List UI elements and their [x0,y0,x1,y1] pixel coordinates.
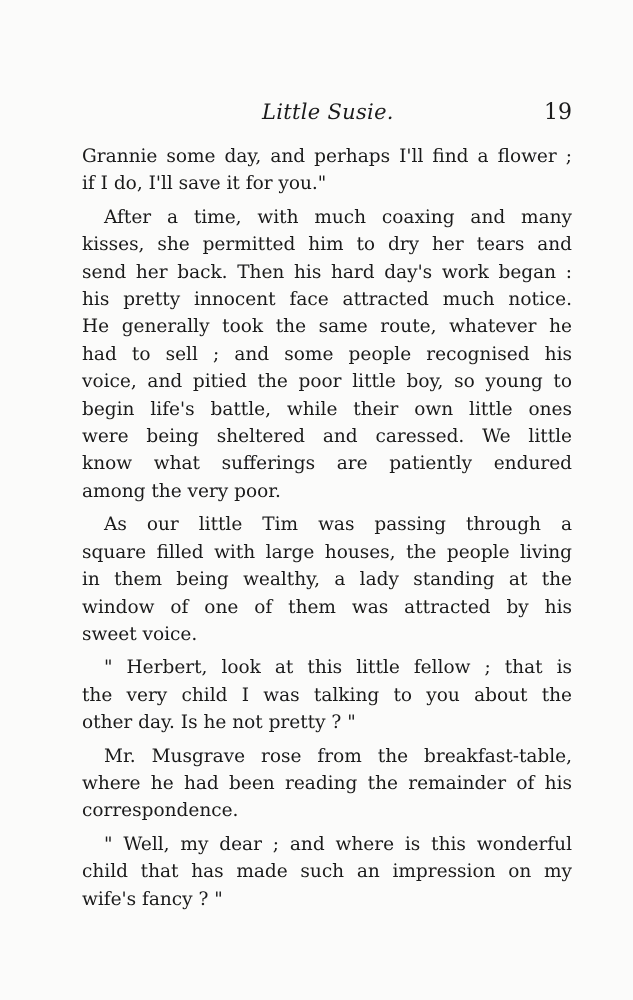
text-line: begin life's battle, while their own little ones [82,398,572,420]
paragraph [82,654,572,736]
text-line: Mr. Musgrave rose from the breakfast-table, [104,745,572,767]
paragraph [82,743,572,825]
paragraph [82,831,572,913]
paragraph [82,204,572,505]
text-line: square filled with large houses, the people living [82,541,572,563]
text-line: sweet voice. [82,623,198,645]
text-line: Grannie some day, and perhaps I'll find a flower ; [82,146,572,167]
text-line: After a time, with much coaxing and many [104,206,572,228]
text-line: where he had been reading the remainder of his [82,772,572,794]
text-line: were being sheltered and caressed. We little [82,426,572,448]
text-line: child that has made such an impression on my [82,861,572,883]
text-line: voice, and pitied the poor little boy, so young to [82,371,572,393]
text-line: window of one of them was attracted by his [82,596,572,618]
text-line: the very child I was talking to you about the [82,684,572,706]
running-title: Little Susie. [262,100,394,124]
text-line: As our little Tim was passing through a [104,514,572,536]
text-line: send her back. Then his hard day's work began : [82,261,572,283]
page-header [82,100,572,136]
text-line: in them being wealthy, a lady standing at the [82,569,572,591]
text-line: if I do, I'll save it for you." [82,173,327,195]
text-line: had to sell ; and some people recognised his [82,343,572,365]
text-line: correspondence. [82,800,239,822]
paragraph [82,143,572,198]
text-line: He generally took the same route, whatever he [82,316,572,338]
text-line: kisses, she permitted him to dry her tears and [82,234,572,256]
text-line: among the very poor. [82,480,281,502]
text-line: " Well, my dear ; and where is this wonderful [104,833,572,855]
text-line: other day. Is he not pretty ? " [82,712,356,734]
text-line: " Herbert, look at this little fellow ; that is [104,657,572,679]
text-line: his pretty innocent face attracted much notice. [82,289,572,311]
body-text [82,143,572,913]
page-number: 19 [544,100,572,125]
text-line: wife's fancy ? " [82,888,223,910]
paragraph [82,511,572,648]
text-line: know what sufferings are patiently endured [82,453,572,475]
